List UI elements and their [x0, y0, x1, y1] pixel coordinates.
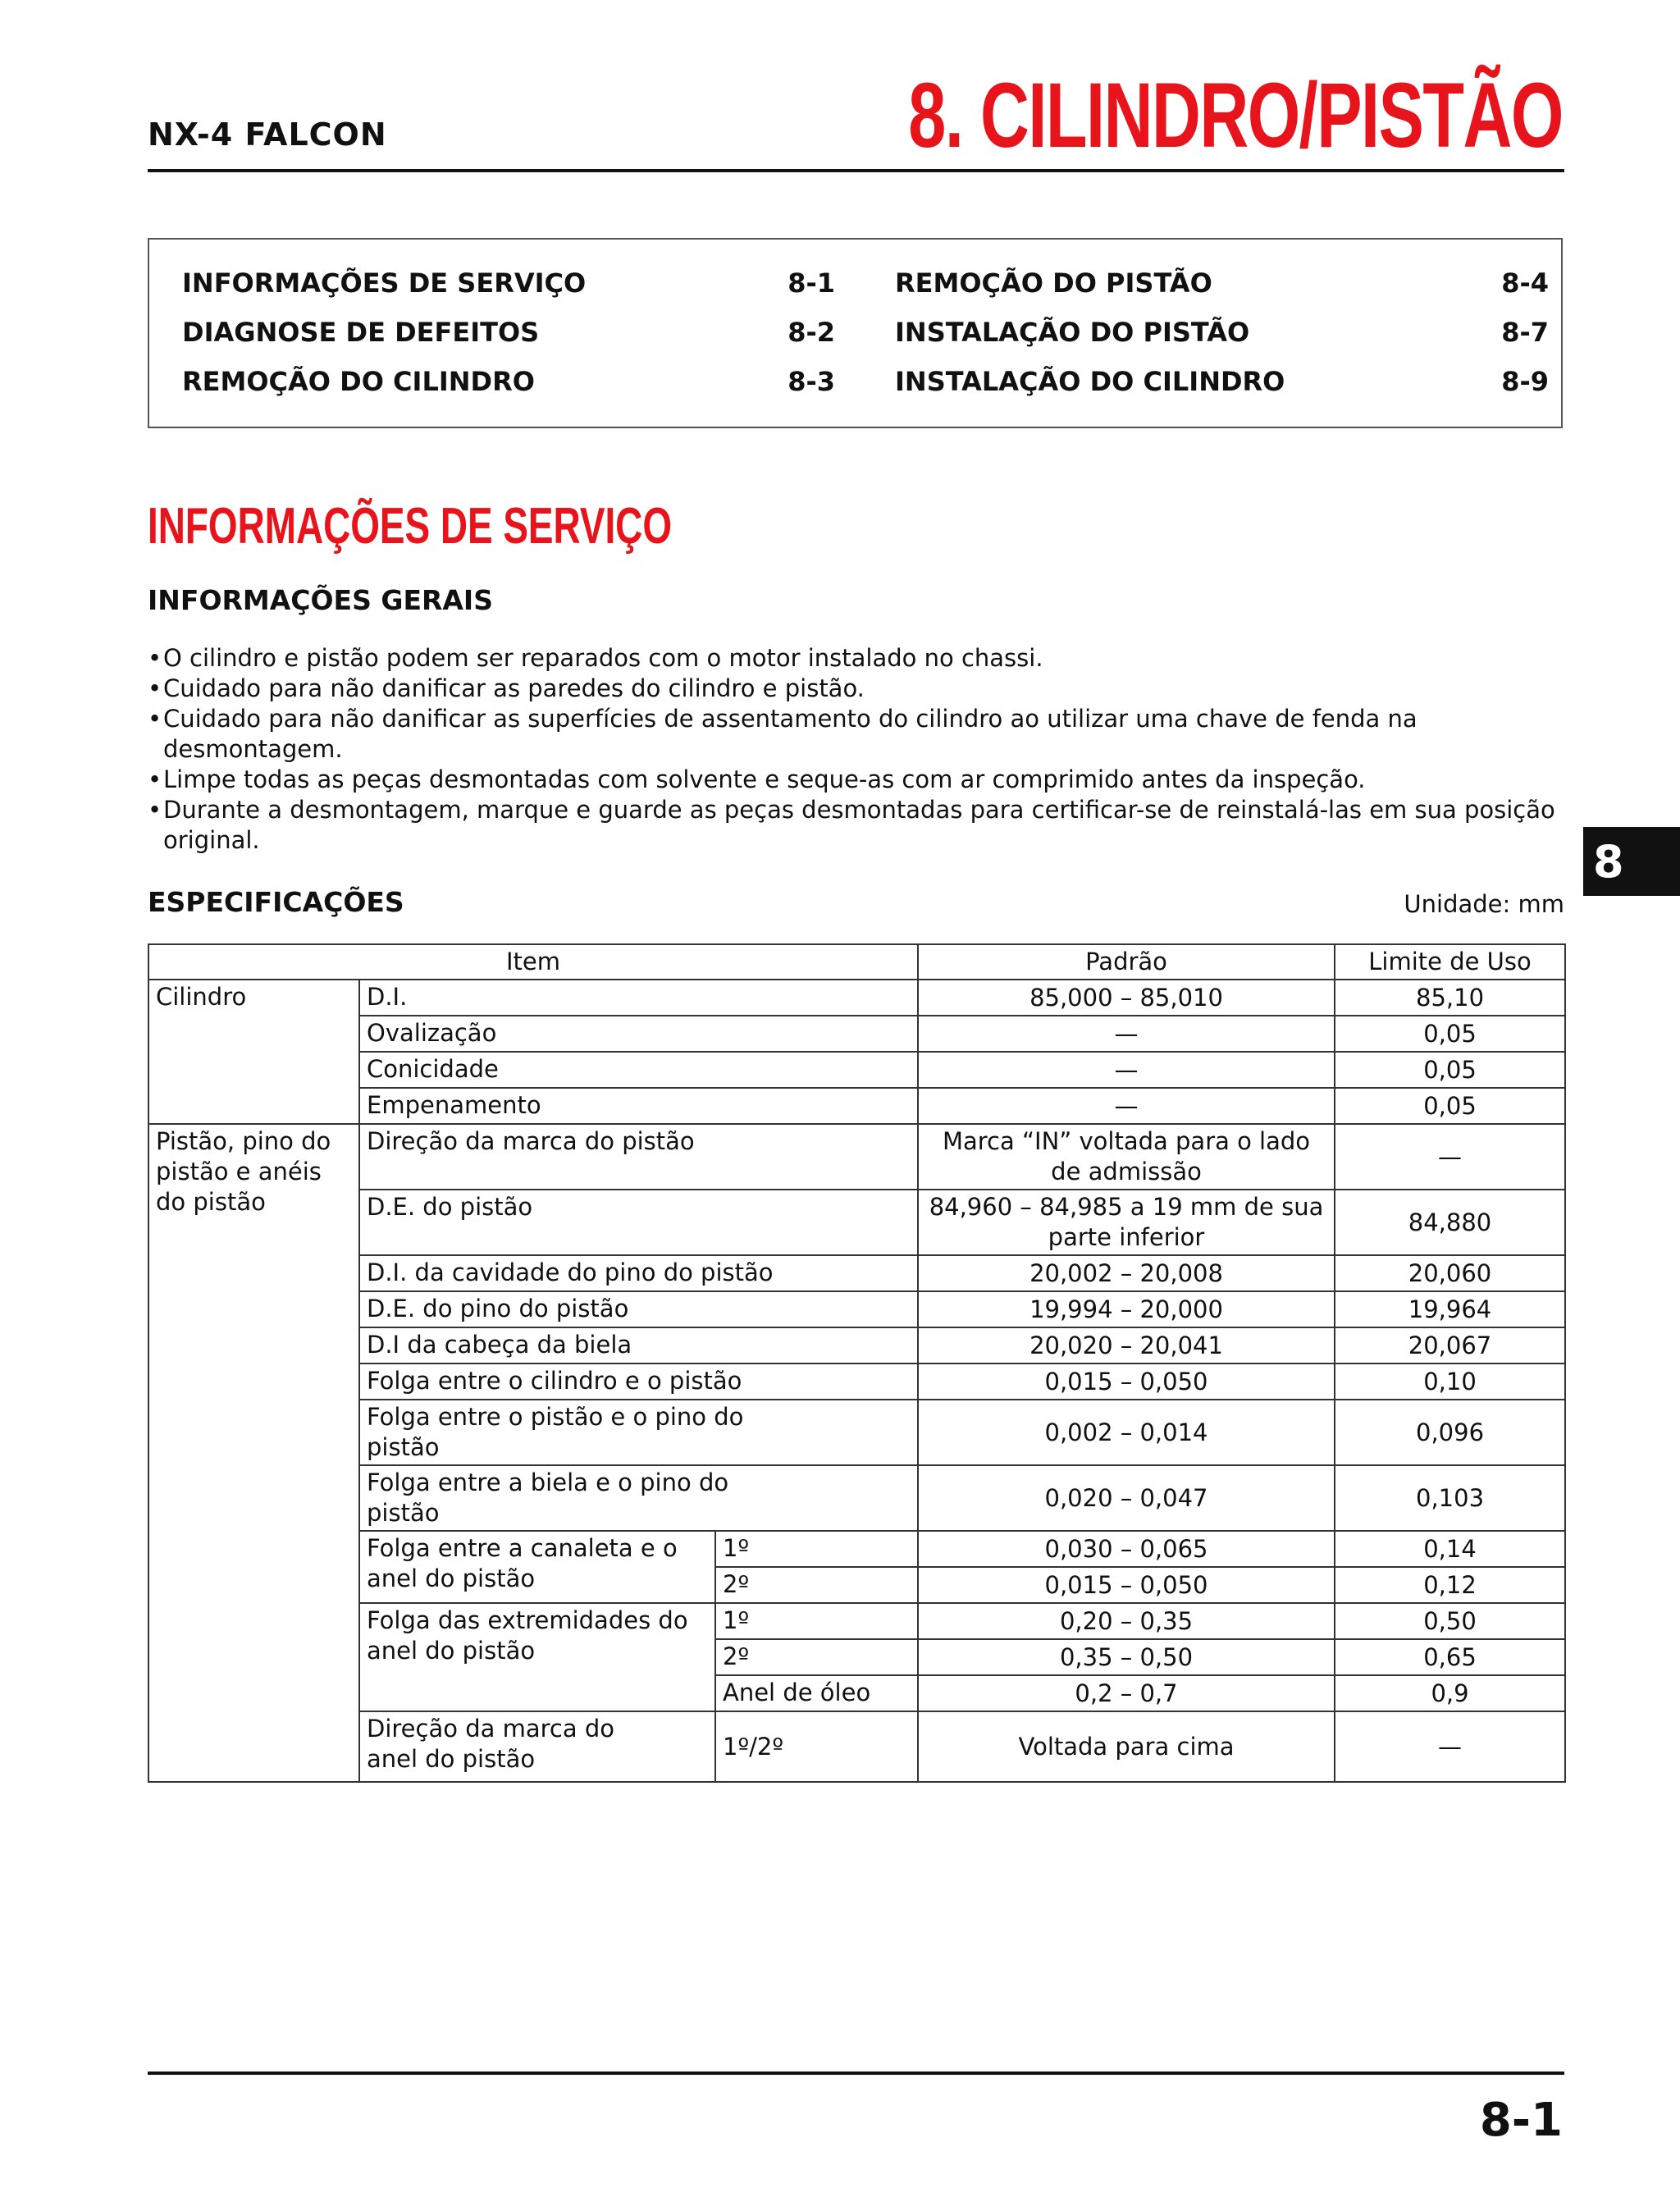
list-item: • Cuidado para não danificar as superfícies de assentamento do cilindro ao utilizar uma chave de fenda na desmontagem.: [148, 704, 1575, 765]
row-item: D.I. da cavidade do pino do pistão: [359, 1255, 918, 1291]
row-sub: 1º: [715, 1603, 918, 1639]
row-standard: 20,002 – 20,008: [918, 1255, 1335, 1291]
row-limit: 0,10: [1335, 1364, 1565, 1400]
row-standard: 0,030 – 0,065: [918, 1531, 1335, 1567]
row-item: Folga entre a biela e o pino do pistão: [359, 1465, 918, 1531]
list-item: • Cuidado para não danificar as paredes do cilindro e pistão.: [148, 674, 1575, 704]
header-item: Item: [148, 944, 918, 980]
row-limit: 0,096: [1335, 1400, 1565, 1465]
row-item: Folga entre o pistão e o pino do pistão: [359, 1400, 918, 1465]
header-standard: Padrão: [918, 944, 1335, 980]
row-limit: —: [1335, 1124, 1565, 1190]
row-standard: 0,020 – 0,047: [918, 1465, 1335, 1531]
row-item: D.E. do pino do pistão: [359, 1291, 918, 1327]
group-cylinder: Cilindro: [148, 980, 359, 1124]
row-standard: 0,015 – 0,050: [918, 1567, 1335, 1603]
row-limit: 0,05: [1335, 1088, 1565, 1124]
row-standard: 20,020 – 20,041: [918, 1327, 1335, 1364]
row-standard: 0,002 – 0,014: [918, 1400, 1335, 1465]
row-item: Conicidade: [359, 1052, 918, 1088]
row-item: Direção da marca do pistão: [359, 1124, 918, 1190]
row-limit: —: [1335, 1711, 1565, 1782]
row-item: Folga das extremidades do anel do pistão: [359, 1603, 715, 1711]
row-item: D.I.: [359, 980, 918, 1016]
row-standard: 0,2 – 0,7: [918, 1675, 1335, 1711]
toc-item[interactable]: INSTALAÇÃO DO CILINDRO: [895, 366, 1285, 397]
toc-item[interactable]: DIAGNOSE DE DEFEITOS: [182, 317, 540, 348]
row-limit: 0,9: [1335, 1675, 1565, 1711]
list-item: • Durante a desmontagem, marque e guarde as peças desmontadas para certificar-se de reinstalá-las em sua posição original.: [148, 795, 1575, 856]
row-limit: 20,060: [1335, 1255, 1565, 1291]
row-item: D.I da cabeça da biela: [359, 1327, 918, 1364]
toc-item[interactable]: REMOÇÃO DO CILINDRO: [182, 366, 535, 397]
row-standard: —: [918, 1052, 1335, 1088]
row-limit: 84,880: [1335, 1190, 1565, 1255]
row-item: Empenamento: [359, 1088, 918, 1124]
toc-page: 8-9: [1501, 366, 1549, 397]
row-standard: 0,35 – 0,50: [918, 1639, 1335, 1675]
toc-page: 8-7: [1501, 317, 1549, 348]
row-standard: —: [918, 1088, 1335, 1124]
row-item: Direção da marca do anel do pistão: [359, 1711, 715, 1782]
toc-page: 8-4: [1501, 267, 1549, 299]
general-info-list: [148, 643, 1575, 856]
row-sub: 1º/2º: [715, 1711, 918, 1782]
section-title: INFORMAÇÕES DE SERVIÇO: [148, 498, 673, 555]
chapter-title: 8. CILINDRO/PISTÃO: [908, 64, 1563, 167]
toc-page: 8-2: [788, 317, 835, 348]
spec-table: [148, 943, 1566, 1783]
row-sub: 2º: [715, 1567, 918, 1603]
row-standard: —: [918, 1016, 1335, 1052]
row-standard: 0,20 – 0,35: [918, 1603, 1335, 1639]
list-item: • O cilindro e pistão podem ser reparados com o motor instalado no chassi.: [148, 643, 1575, 674]
row-item: Folga entre o cilindro e o pistão: [359, 1364, 918, 1400]
row-limit: 19,964: [1335, 1291, 1565, 1327]
toc-item[interactable]: INFORMAÇÕES DE SERVIÇO: [182, 267, 587, 299]
toc-page: 8-1: [788, 267, 835, 299]
row-limit: 0,05: [1335, 1052, 1565, 1088]
chapter-tab: 8: [1583, 827, 1680, 896]
page-number: 8-1: [1479, 2094, 1563, 2147]
list-item: • Limpe todas as peças desmontadas com solvente e seque-as com ar comprimido antes da inspeção.: [148, 765, 1575, 795]
row-limit: 0,50: [1335, 1603, 1565, 1639]
row-limit: 0,14: [1335, 1531, 1565, 1567]
model-name: NX-4 FALCON: [148, 116, 387, 153]
header-rule: [148, 169, 1564, 172]
row-sub: 2º: [715, 1639, 918, 1675]
group-piston: Pistão, pino do pistão e anéis do pistão: [148, 1124, 359, 1782]
unit-label: Unidade: mm: [1404, 890, 1564, 918]
header-limit: Limite de Uso: [1335, 944, 1565, 980]
toc-item[interactable]: INSTALAÇÃO DO PISTÃO: [895, 317, 1250, 348]
row-standard: Marca “IN” voltada para o lado de admissão: [918, 1124, 1335, 1190]
row-item: Folga entre a canaleta e o anel do pistão: [359, 1531, 715, 1603]
toc-item[interactable]: REMOÇÃO DO PISTÃO: [895, 267, 1212, 299]
row-sub: Anel de óleo: [715, 1675, 918, 1711]
row-standard: 0,015 – 0,050: [918, 1364, 1335, 1400]
footer-rule: [148, 2072, 1564, 2075]
row-item: Ovalização: [359, 1016, 918, 1052]
row-standard: Voltada para cima: [918, 1711, 1335, 1782]
row-limit: 0,65: [1335, 1639, 1565, 1675]
row-limit: 20,067: [1335, 1327, 1565, 1364]
row-limit: 85,10: [1335, 980, 1565, 1016]
row-standard: 85,000 – 85,010: [918, 980, 1335, 1016]
row-sub: 1º: [715, 1531, 918, 1567]
toc-page: 8-3: [788, 366, 835, 397]
row-standard: 84,960 – 84,985 a 19 mm de sua parte inferior: [918, 1190, 1335, 1255]
row-limit: 0,12: [1335, 1567, 1565, 1603]
table-of-contents: [148, 238, 1563, 428]
row-item: D.E. do pistão: [359, 1190, 918, 1255]
row-limit: 0,103: [1335, 1465, 1565, 1531]
general-info-title: INFORMAÇÕES GERAIS: [148, 584, 493, 616]
row-standard: 19,994 – 20,000: [918, 1291, 1335, 1327]
specifications-title: ESPECIFICAÇÕES: [148, 886, 404, 918]
row-limit: 0,05: [1335, 1016, 1565, 1052]
